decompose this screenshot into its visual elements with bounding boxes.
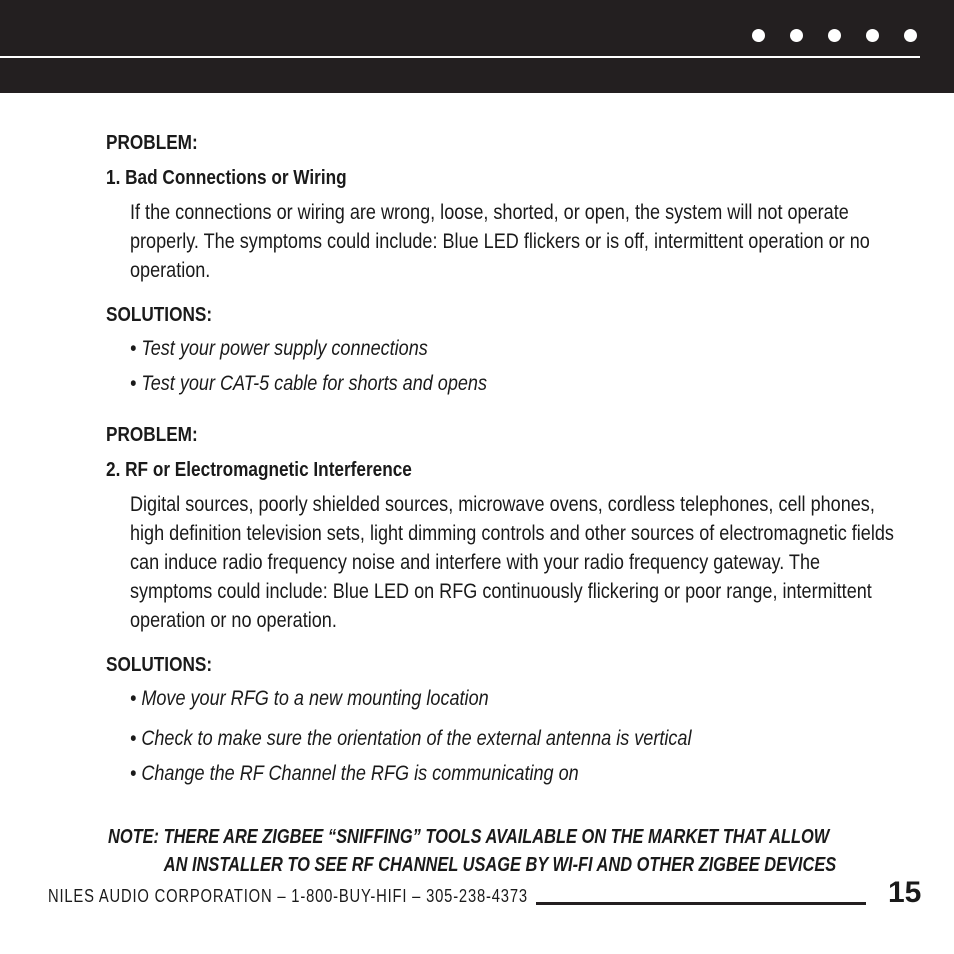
solutions-label: SOLUTIONS:	[106, 304, 213, 326]
dot-icon	[904, 29, 917, 42]
solution-item: • Change the RF Channel the RFG is communicating on	[130, 762, 579, 785]
dot-icon	[828, 29, 841, 42]
problem-label: PROBLEM:	[106, 424, 198, 446]
dot-icon	[752, 29, 765, 42]
page-number: 15	[888, 876, 922, 909]
problem-title: 1. Bad Connections or Wiring	[106, 167, 347, 189]
footer-rule	[536, 902, 866, 905]
problem-label: PROBLEM:	[106, 132, 198, 154]
solution-item: • Check to make sure the orientation of the external antenna is vertical	[130, 727, 692, 750]
problem-title: 2. RF or Electromagnetic Interference	[106, 459, 412, 481]
note-line: AN INSTALLER TO SEE RF CHANNEL USAGE BY WI-FI AND OTHER ZIGBEE DEVICES	[163, 854, 837, 876]
solutions-label: SOLUTIONS:	[106, 654, 213, 676]
dot-icon	[866, 29, 879, 42]
header-rule	[0, 56, 920, 58]
dot-icon	[790, 29, 803, 42]
header-dots	[752, 29, 917, 42]
solution-item: • Test your CAT-5 cable for shorts and opens	[130, 372, 488, 395]
problem-description: Digital sources, poorly shielded sources, microwave ovens, cordless telephones, cell phones, high definition television sets, light dimming controls and other sources of electromagnetic fields can induce radio frequency noise and interfere with your radio frequency gateway. The symptoms could include: Blue LED on RFG continuously flickering or poor range, intermittent operation or no operation.	[130, 493, 894, 632]
header-band	[0, 0, 954, 93]
problem-description: If the connections or wiring are wrong, loose, shorted, or open, the system will not operate properly. The symptoms could include: Blue LED flickers or is off, intermittent operation or no operation.	[130, 201, 870, 282]
note-line: NOTE: THERE ARE ZIGBEE “SNIFFING” TOOLS AVAILABLE ON THE MARKET THAT ALLOW	[108, 826, 830, 848]
note	[108, 823, 836, 879]
solution-item: • Test your power supply connections	[130, 337, 428, 360]
footer-company: NILES AUDIO CORPORATION – 1-800-BUY-HIFI – 305-238-4373	[48, 886, 528, 906]
solution-item: • Move your RFG to a new mounting location	[130, 687, 489, 710]
troubleshooting-content	[106, 131, 906, 787]
